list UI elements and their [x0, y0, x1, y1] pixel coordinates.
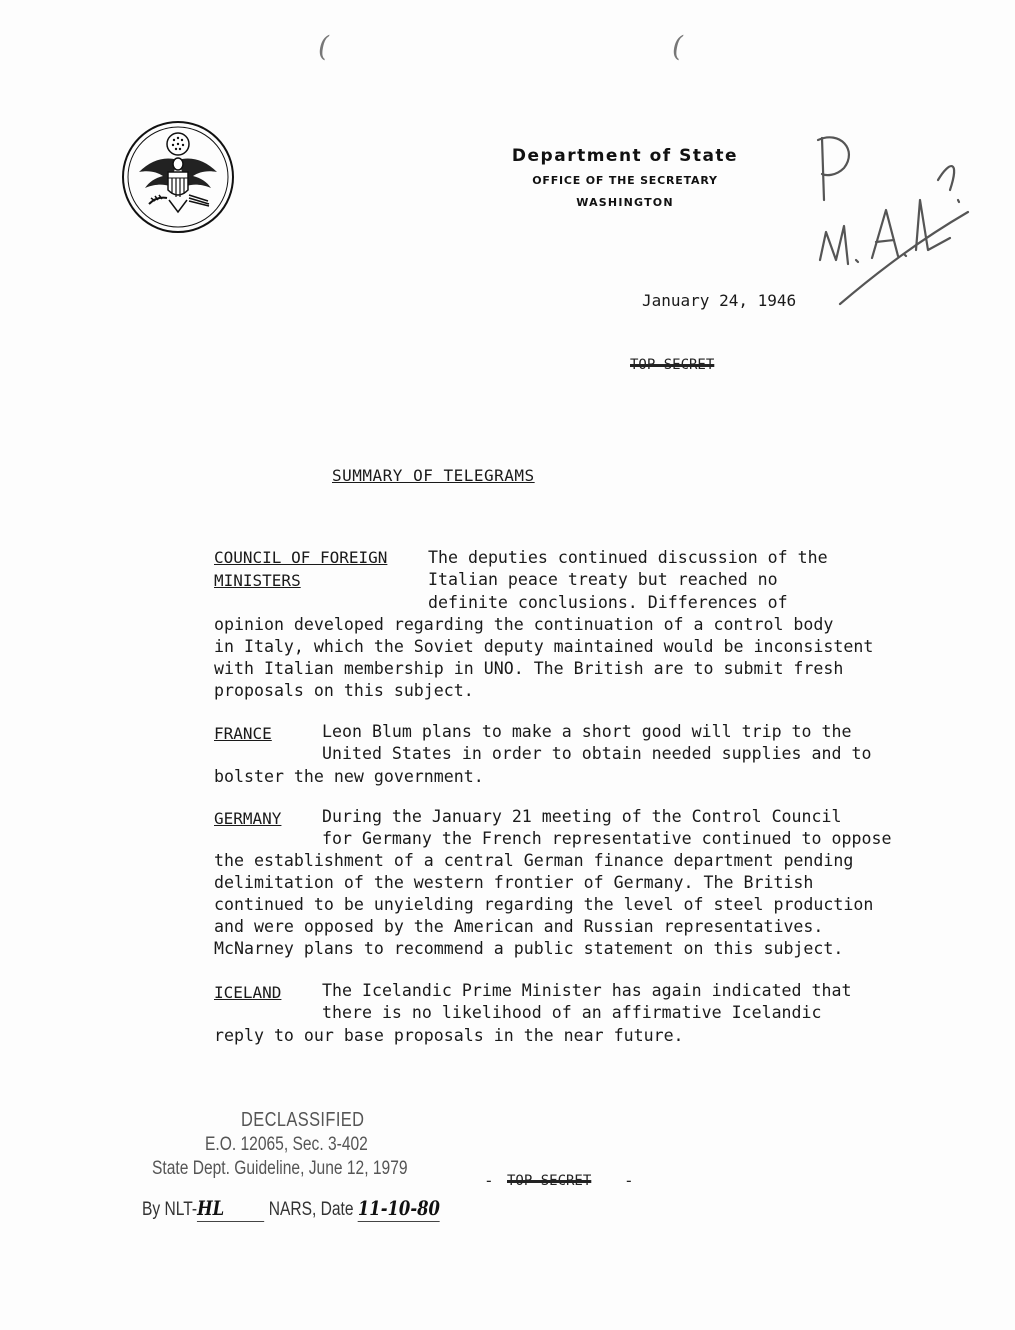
cfm-text-line: in Italy, which the Soviet deputy maintained would be inconsistent	[214, 637, 874, 656]
cfm-text-line: opinion developed regarding the continuation of a control body	[214, 615, 834, 634]
cfm-text-line: proposals on this subject.	[214, 681, 474, 700]
france-text-line: bolster the new government.	[214, 767, 484, 786]
section-heading-cfm-line2: MINISTERS	[214, 571, 301, 590]
declassified-nars-label: NARS, Date	[268, 1199, 354, 1220]
document-title: SUMMARY OF TELEGRAMS	[332, 466, 535, 485]
cfm-text-line: with Italian membership in UNO. The British are to submit fresh	[214, 659, 844, 678]
declassified-date-field	[358, 1196, 440, 1222]
scan-mark-right: (	[672, 30, 683, 63]
iceland-text-line: The Icelandic Prime Minister has again indicated that	[322, 981, 852, 1000]
section-heading-france: FRANCE	[214, 724, 272, 743]
department-of-state-seal	[121, 120, 235, 234]
declassified-stamp-authority: E.O. 12065, Sec. 3-402	[205, 1134, 368, 1155]
france-text-line: United States in order to obtain needed supplies and to	[322, 744, 872, 763]
classification-marking-bottom: TOP SECRET	[507, 1173, 592, 1189]
germany-text-line: McNarney plans to recommend a public statement on this subject.	[214, 939, 844, 958]
handwritten-initials	[800, 120, 980, 320]
germany-text-line: continued to be unyielding regarding the level of steel production	[214, 895, 874, 914]
declassified-by-label: By NLT-	[142, 1199, 198, 1220]
declassified-stamp-signoff	[142, 1196, 440, 1222]
germany-text-line: and were opposed by the American and Russian representatives.	[214, 917, 824, 936]
cfm-text-line: definite conclusions. Differences of	[428, 593, 788, 612]
city-name: WASHINGTON	[576, 196, 674, 209]
letterhead	[400, 146, 850, 209]
cfm-text-line: Italian peace treaty but reached no	[428, 570, 778, 589]
office-name: OFFICE OF THE SECRETARY	[532, 174, 718, 187]
germany-text-line: delimitation of the western frontier of Germany. The British	[214, 873, 814, 892]
germany-text-line: for Germany the French representative continued to oppose	[322, 829, 892, 848]
classification-marking-top: TOP SECRET	[630, 357, 715, 373]
section-heading-cfm-line1: COUNCIL OF FOREIGN	[214, 548, 388, 567]
document-date: January 24, 1946	[642, 291, 797, 310]
section-heading-iceland: ICELAND	[214, 983, 282, 1002]
declassified-stamp-guideline: State Dept. Guideline, June 12, 1979	[152, 1158, 408, 1179]
declassified-stamp-title: DECLASSIFIED	[241, 1109, 365, 1131]
classification-dash-right: -	[624, 1171, 634, 1190]
cfm-text-line: The deputies continued discussion of the	[428, 548, 828, 567]
iceland-text-line: reply to our base proposals in the near future.	[214, 1026, 684, 1045]
germany-text-line: During the January 21 meeting of the Control Council	[322, 807, 842, 826]
section-heading-germany: GERMANY	[214, 809, 282, 828]
declassified-date-value: 11-10-80	[357, 1196, 440, 1220]
department-name: Department of State	[511, 146, 739, 166]
germany-text-line: the establishment of a central German finance department pending	[214, 851, 854, 870]
declassified-by-initials: HL	[197, 1196, 225, 1220]
declassified-by-field	[197, 1196, 264, 1222]
france-text-line: Leon Blum plans to make a short good will trip to the	[322, 722, 852, 741]
classification-dash-left: -	[484, 1171, 494, 1190]
scan-mark-left: (	[318, 30, 329, 63]
iceland-text-line: there is no likelihood of an affirmative Icelandic	[322, 1003, 822, 1022]
